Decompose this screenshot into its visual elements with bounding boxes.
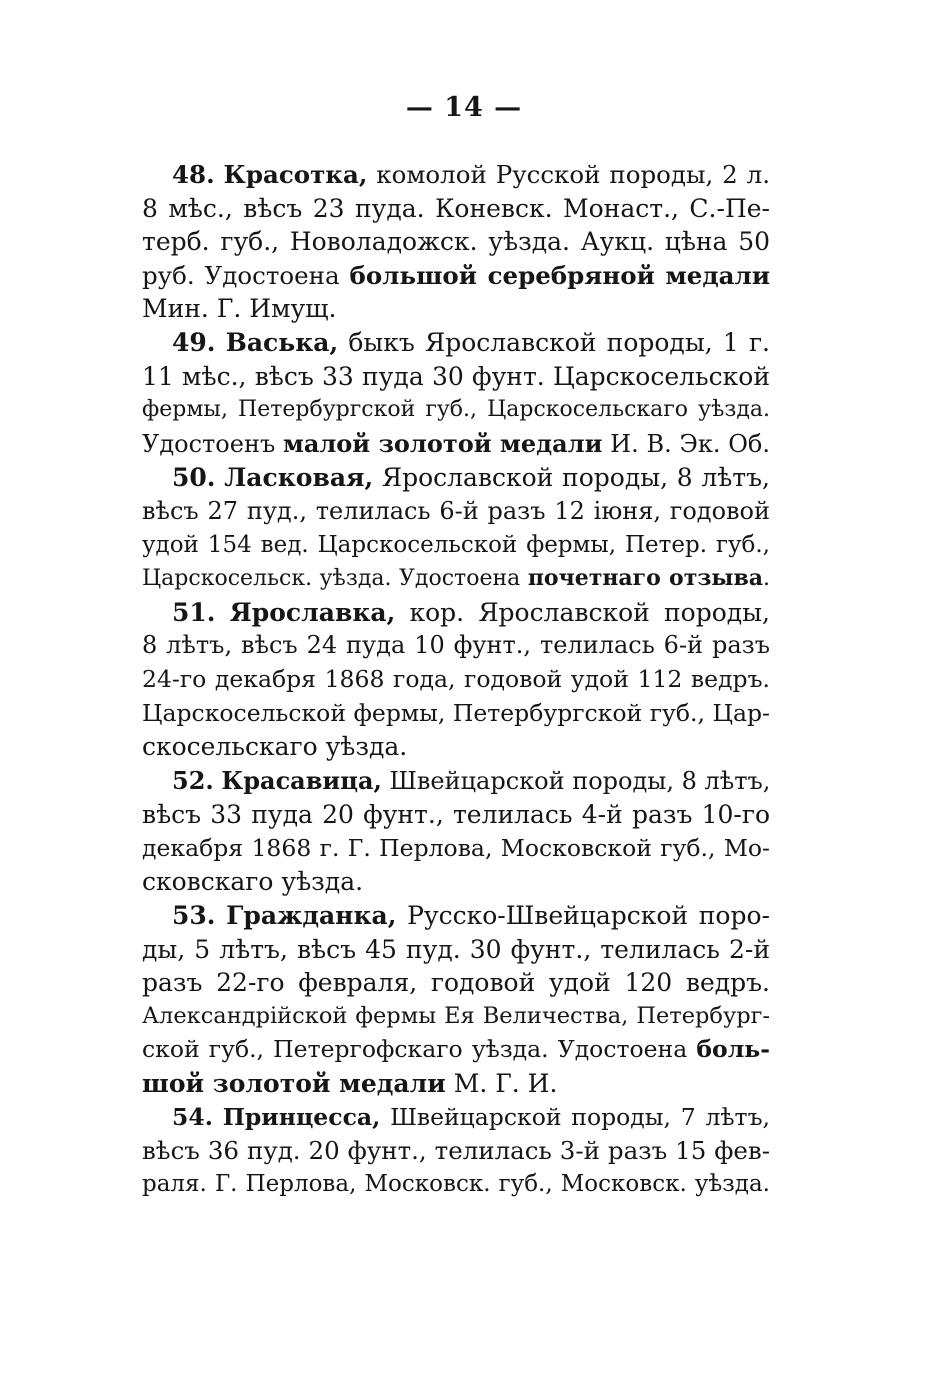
entry-text: М. Г. И. [445, 1069, 558, 1099]
entry-text: Удостоенъ [142, 429, 283, 458]
entry-text: И. В. Эк. Об. [602, 429, 770, 458]
entry-line: Царскосельской фермы, Петербургской губ., Цар- [142, 698, 770, 727]
entry-line: фермы, Петербургской губ., Царскосельскаго уѣзда. [142, 397, 770, 423]
entry-line [142, 764, 770, 799]
entry-line: 11 мѣс., вѣсъ 33 пуда 30 фунт. Царскосельской [142, 361, 770, 391]
entry-text: быкъ Ярославской породы, 1 г. [338, 327, 770, 357]
award-text: большой серебряной медали [349, 260, 770, 290]
entry-line [142, 158, 770, 192]
entry-name: Васька, [225, 327, 339, 357]
entry-number: 53. [172, 901, 216, 931]
entry-line: удой 154 вед. Царскосельской фермы, Петер. губ., [142, 531, 770, 558]
entry-line: вѣсъ 36 пуд. 20 фунт., телилась 3-й разъ 15 фев- [142, 1136, 770, 1166]
entry-text: Ярославской породы, 8 лѣтъ, [373, 463, 770, 493]
entry-number: 51. [172, 597, 216, 627]
entry-number: 48. [172, 160, 215, 189]
award-text: боль- [696, 1035, 770, 1064]
entry-text: кор. Ярославской породы, [395, 597, 771, 627]
entry-line: декабря 1868 г. Г. Перлова, Московской губ., Мо- [142, 833, 770, 862]
entry-text: Швейцарской породы, 8 лѣтъ, [381, 766, 771, 795]
entry-line [142, 562, 770, 596]
entry-line: Александрійской фермы Ея Величества, Петербург- [142, 1002, 770, 1029]
entry-line [142, 259, 770, 293]
award-text: шой золотой медали [142, 1069, 446, 1099]
entry-name: Красавица, [221, 765, 382, 795]
entry-line: терб. губ., Новоладожск. уѣзда. Аукц. цѣна 50 [142, 227, 770, 257]
entry-number: 54. [172, 1102, 213, 1131]
entry-text: Царскосельск. уѣзда. Удостоена [142, 566, 528, 592]
entry-number: 49. [172, 327, 216, 357]
entry-name: Красотка, [223, 160, 368, 189]
entry-line: скосельскаго уѣзда. [142, 732, 408, 762]
entry-line [142, 427, 770, 462]
entry-name: Принцесса, [222, 1102, 381, 1131]
entry-name: Гражданка, [226, 901, 397, 931]
entry-line: разъ 22-го февраля, годовой удой 120 ведръ. [142, 968, 770, 998]
entry-48 [142, 158, 770, 326]
entry-text: Русско-Швейцарской поро- [396, 901, 770, 931]
page-number: — 14 — [405, 92, 523, 123]
entry-text: руб. Удостоена [142, 260, 350, 290]
entry-51 [142, 596, 770, 764]
entry-number: 52. [172, 765, 214, 795]
award-text: малой золотой медали [282, 428, 603, 458]
entry-53 [142, 899, 770, 1101]
entry-text: Швейцарской породы, 7 лѣтъ, [380, 1102, 770, 1131]
entry-line [142, 1033, 770, 1067]
entry-line [142, 326, 770, 360]
entry-line: ды, 5 лѣтъ, вѣсъ 45 пуд. 30 фунт., телилась 2-й [142, 934, 770, 964]
entry-line: сковскаго уѣзда. [142, 867, 364, 897]
entry-line [142, 899, 770, 933]
entry-text: ской губ., Петергофскаго уѣзда. Удостоена [142, 1035, 697, 1064]
entry-line [142, 596, 770, 630]
entry-line: раля. Г. Перлова, Московск. губ., Московск. уѣзда. [142, 1170, 770, 1197]
entry-50 [142, 461, 770, 595]
entry-text: . [763, 566, 770, 592]
entry-name: Ласковая, [224, 463, 374, 493]
entry-54 [142, 1101, 770, 1202]
entry-name: Ярославка, [229, 597, 396, 627]
entry-line [142, 461, 770, 495]
entry-line: вѣсъ 33 пуда 20 фунт., телилась 4-й разъ 10-го [142, 800, 770, 830]
entry-line: вѣсъ 27 пуд., телилась 6-й разъ 12 іюня, годовой [142, 496, 770, 525]
entry-text: комолой Русской породы, 2 л. [367, 160, 771, 189]
entry-52 [142, 764, 770, 899]
entry-line [142, 1067, 770, 1101]
entry-line [142, 1101, 770, 1135]
entry-line: 24-го декабря 1868 года, годовой удой 112 ведръ. [142, 664, 770, 693]
entry-line: Мин. Г. Имущ. [142, 294, 337, 324]
entries-list [142, 158, 770, 1201]
entry-line: 8 лѣтъ, вѣсъ 24 пуда 10 фунт., телилась 6-й разъ [142, 631, 770, 660]
entry-line: 8 мѣс., вѣсъ 23 пуда. Коневск. Монаст., С.-Пе- [142, 193, 770, 223]
entry-49 [142, 326, 770, 461]
entry-number: 50. [172, 463, 216, 493]
award-text: почетнаго отзыва [527, 565, 763, 592]
